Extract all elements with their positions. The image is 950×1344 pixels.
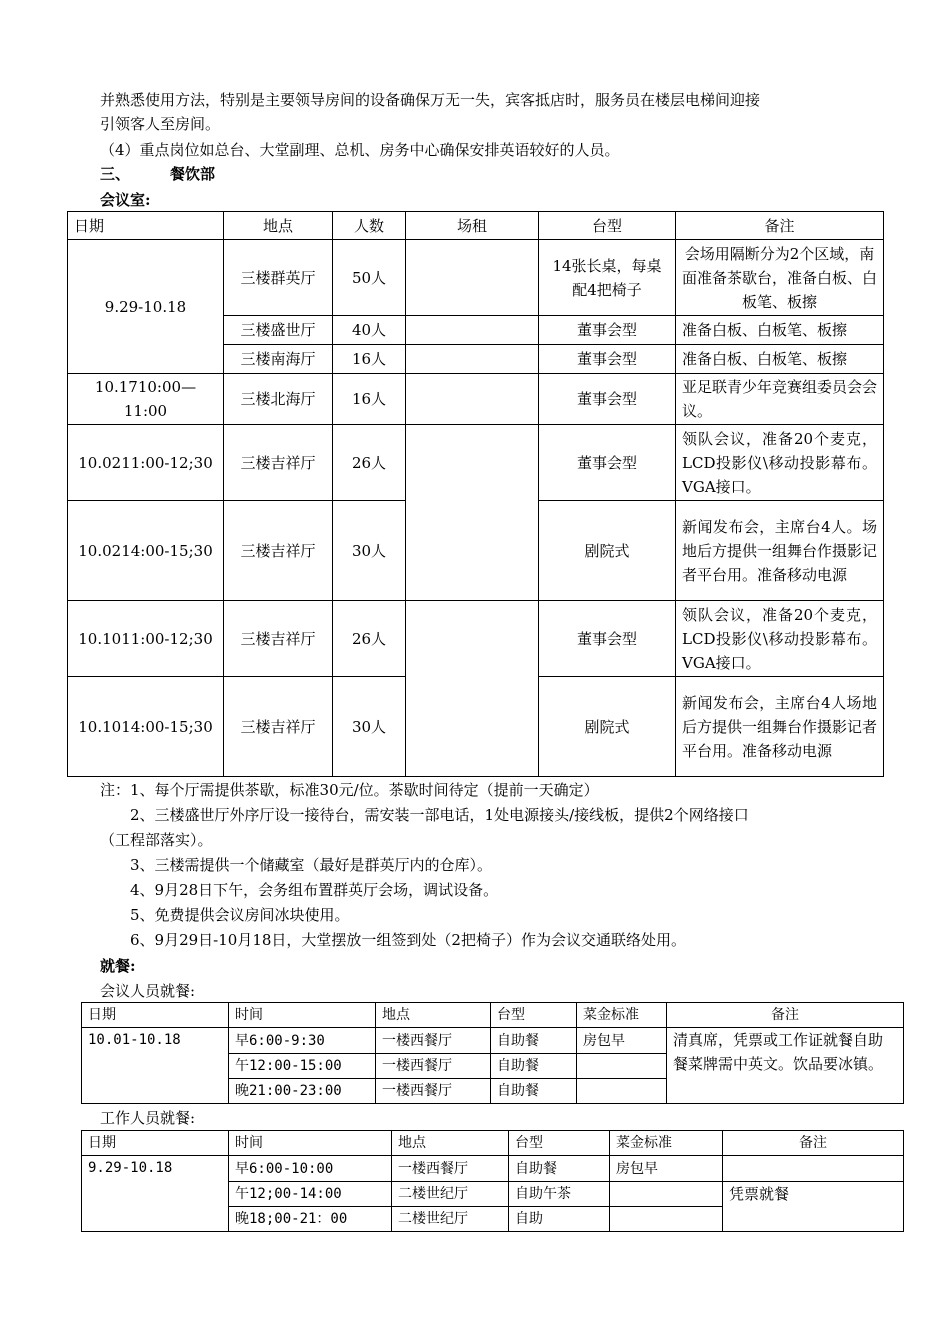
table-row xyxy=(68,374,884,425)
work-staff-remark: 凭票就餐 xyxy=(723,1182,904,1232)
dining-heading: 就餐: xyxy=(100,957,136,975)
section-title: 餐饮部 xyxy=(170,165,216,183)
row-people: 50人 xyxy=(333,240,406,316)
row-remark: 准备白板、白板笔、板擦 xyxy=(676,316,884,345)
row-place: 二楼世纪厅 xyxy=(392,1182,509,1207)
meeting-room-table xyxy=(67,211,884,777)
row-type: 自助餐 xyxy=(491,1079,577,1104)
intro-line-1: 并熟悉使用方法，特别是主要领导房间的设备确保万无一失，宾客抵店时，服务员在楼层电梯间迎接 xyxy=(100,91,761,109)
header-rent: 场租 xyxy=(406,212,539,240)
row-rent xyxy=(406,240,539,316)
header-layout: 台型 xyxy=(539,212,676,240)
table-row xyxy=(82,1156,904,1182)
row-people: 26人 xyxy=(333,601,406,677)
row-standard xyxy=(577,1054,667,1079)
row-standard xyxy=(577,1079,667,1104)
row-type: 自助餐 xyxy=(491,1028,577,1054)
meeting-staff-dining-table xyxy=(81,1002,904,1104)
row-date: 10.0211:00-12;30 xyxy=(68,425,224,501)
row-people: 26人 xyxy=(333,425,406,501)
row-people: 16人 xyxy=(333,345,406,374)
group1-date: 9.29-10.18 xyxy=(68,240,224,374)
row-rent xyxy=(406,345,539,374)
note-2a: 2、三楼盛世厅外序厅设一接待台，需安装一部电话，1处电源接头/接线板，提供2个网络接口 xyxy=(130,806,749,824)
header-place: 地点 xyxy=(376,1003,491,1028)
row-remark: 领队会议，准备20个麦克，LCD投影仪\移动投影幕布。VGA接口。 xyxy=(676,601,884,677)
row-rent xyxy=(406,601,539,777)
table-row xyxy=(68,425,884,501)
note-1: 注：1、每个厅需提供茶歇，标准30元/位。茶歇时间待定（提前一天确定） xyxy=(100,781,599,799)
row-remark: 领队会议，准备20个麦克，LCD投影仪\移动投影幕布。VGA接口。 xyxy=(676,425,884,501)
row-layout: 董事会型 xyxy=(539,345,676,374)
row-rent xyxy=(406,374,539,425)
note-2b: （工程部落实）。 xyxy=(100,831,213,849)
row-place: 三楼北海厅 xyxy=(224,374,333,425)
header-date: 日期 xyxy=(68,212,224,240)
meeting-room-heading: 会议室: xyxy=(100,191,151,209)
note-4: 4、9月28日下午，会务组布置群英厅会场，调试设备。 xyxy=(130,881,499,899)
row-place: 三楼吉祥厅 xyxy=(224,601,333,677)
table-row xyxy=(82,1028,904,1054)
header-people: 人数 xyxy=(333,212,406,240)
table-header-row xyxy=(68,212,884,240)
header-type: 台型 xyxy=(491,1003,577,1028)
row-time: 早6:00-9:30 xyxy=(229,1028,376,1054)
row-place: 三楼吉祥厅 xyxy=(224,425,333,501)
meeting-staff-remark: 清真席，凭票或工作证就餐自助餐菜牌需中英文。饮品要冰镇。 xyxy=(667,1028,904,1104)
meeting-staff-caption: 会议人员就餐: xyxy=(100,982,196,1000)
row-rent xyxy=(406,316,539,345)
row-people: 30人 xyxy=(333,501,406,601)
row-place: 一楼西餐厅 xyxy=(392,1156,509,1182)
row-type: 自助午茶 xyxy=(509,1182,610,1207)
table-header-row xyxy=(82,1131,904,1156)
row-standard xyxy=(610,1207,723,1232)
row-standard: 房包早 xyxy=(610,1156,723,1182)
header-standard: 菜金标准 xyxy=(610,1131,723,1156)
row-place: 三楼吉祥厅 xyxy=(224,677,333,777)
work-staff-caption: 工作人员就餐: xyxy=(100,1109,196,1127)
row-layout: 剧院式 xyxy=(539,677,676,777)
row-time: 晚18;00-21：00 xyxy=(229,1207,392,1232)
row-remark: 准备白板、白板笔、板擦 xyxy=(676,345,884,374)
row-place: 一楼西餐厅 xyxy=(376,1028,491,1054)
table-row xyxy=(68,601,884,677)
row-time: 早6:00-10:00 xyxy=(229,1156,392,1182)
note-3: 3、三楼需提供一个储藏室（最好是群英厅内的仓库）。 xyxy=(130,856,493,874)
row-place: 三楼盛世厅 xyxy=(224,316,333,345)
row-time: 晚21:00-23:00 xyxy=(229,1079,376,1104)
header-date: 日期 xyxy=(82,1131,229,1156)
section-number: 三、 xyxy=(100,165,131,183)
header-place: 地点 xyxy=(392,1131,509,1156)
row-remark: 新闻发布会，主席台4人。场地后方提供一组舞台作摄影记者平台用。准备移动电源 xyxy=(676,501,884,601)
header-standard: 菜金标准 xyxy=(577,1003,667,1028)
row-remark-empty xyxy=(723,1156,904,1182)
row-date: 10.0214:00-15;30 xyxy=(68,501,224,601)
header-time: 时间 xyxy=(229,1131,392,1156)
row-standard xyxy=(610,1182,723,1207)
row-place: 三楼群英厅 xyxy=(224,240,333,316)
row-type: 自助餐 xyxy=(509,1156,610,1182)
row-layout: 董事会型 xyxy=(539,374,676,425)
row-people: 40人 xyxy=(333,316,406,345)
header-date: 日期 xyxy=(82,1003,229,1028)
row-time: 午12:00-15:00 xyxy=(229,1054,376,1079)
work-staff-dining-table xyxy=(81,1130,904,1232)
header-place: 地点 xyxy=(224,212,333,240)
row-place: 一楼西餐厅 xyxy=(376,1054,491,1079)
row-remark: 会场用隔断分为2个区域，南面准备茶歇台，准备白板、白板笔、板擦 xyxy=(676,240,884,316)
note-5: 5、免费提供会议房间冰块使用。 xyxy=(130,906,350,924)
row-remark: 亚足联青少年竞赛组委员会会议。 xyxy=(676,374,884,425)
row-layout: 董事会型 xyxy=(539,601,676,677)
row-standard: 房包早 xyxy=(577,1028,667,1054)
row-layout: 董事会型 xyxy=(539,425,676,501)
row-type: 自助餐 xyxy=(491,1054,577,1079)
header-remark: 备注 xyxy=(667,1003,904,1028)
row-place: 二楼世纪厅 xyxy=(392,1207,509,1232)
row-people: 30人 xyxy=(333,677,406,777)
row-date: 10.1014:00-15;30 xyxy=(68,677,224,777)
row-people: 16人 xyxy=(333,374,406,425)
header-remark: 备注 xyxy=(676,212,884,240)
header-type: 台型 xyxy=(509,1131,610,1156)
meeting-staff-date: 10.01-10.18 xyxy=(82,1028,229,1104)
work-staff-date: 9.29-10.18 xyxy=(82,1156,229,1232)
row-place: 三楼吉祥厅 xyxy=(224,501,333,601)
table-header-row xyxy=(82,1003,904,1028)
intro-line-2: 引领客人至房间。 xyxy=(100,115,221,133)
row-remark: 新闻发布会，主席台4人场地后方提供一组舞台作摄影记者平台用。准备移动电源 xyxy=(676,677,884,777)
header-time: 时间 xyxy=(229,1003,376,1028)
row-place: 一楼西餐厅 xyxy=(376,1079,491,1104)
row-layout: 14张长桌，每桌配4把椅子 xyxy=(539,240,676,316)
section-heading xyxy=(100,164,215,184)
row-place: 三楼南海厅 xyxy=(224,345,333,374)
note-6: 6、9月29日-10月18日，大堂摆放一组签到处（2把椅子）作为会议交通联络处用。 xyxy=(130,931,686,949)
row-layout: 剧院式 xyxy=(539,501,676,601)
intro-line-3: （4）重点岗位如总台、大堂副理、总机、房务中心确保安排英语较好的人员。 xyxy=(100,141,620,159)
row-rent xyxy=(406,425,539,601)
row-date: 10.1011:00-12;30 xyxy=(68,601,224,677)
row-date: 10.1710:00—11:00 xyxy=(68,374,224,425)
row-type: 自助 xyxy=(509,1207,610,1232)
header-remark: 备注 xyxy=(723,1131,904,1156)
row-layout: 董事会型 xyxy=(539,316,676,345)
table-row xyxy=(68,240,884,316)
row-time: 午12;00-14:00 xyxy=(229,1182,392,1207)
